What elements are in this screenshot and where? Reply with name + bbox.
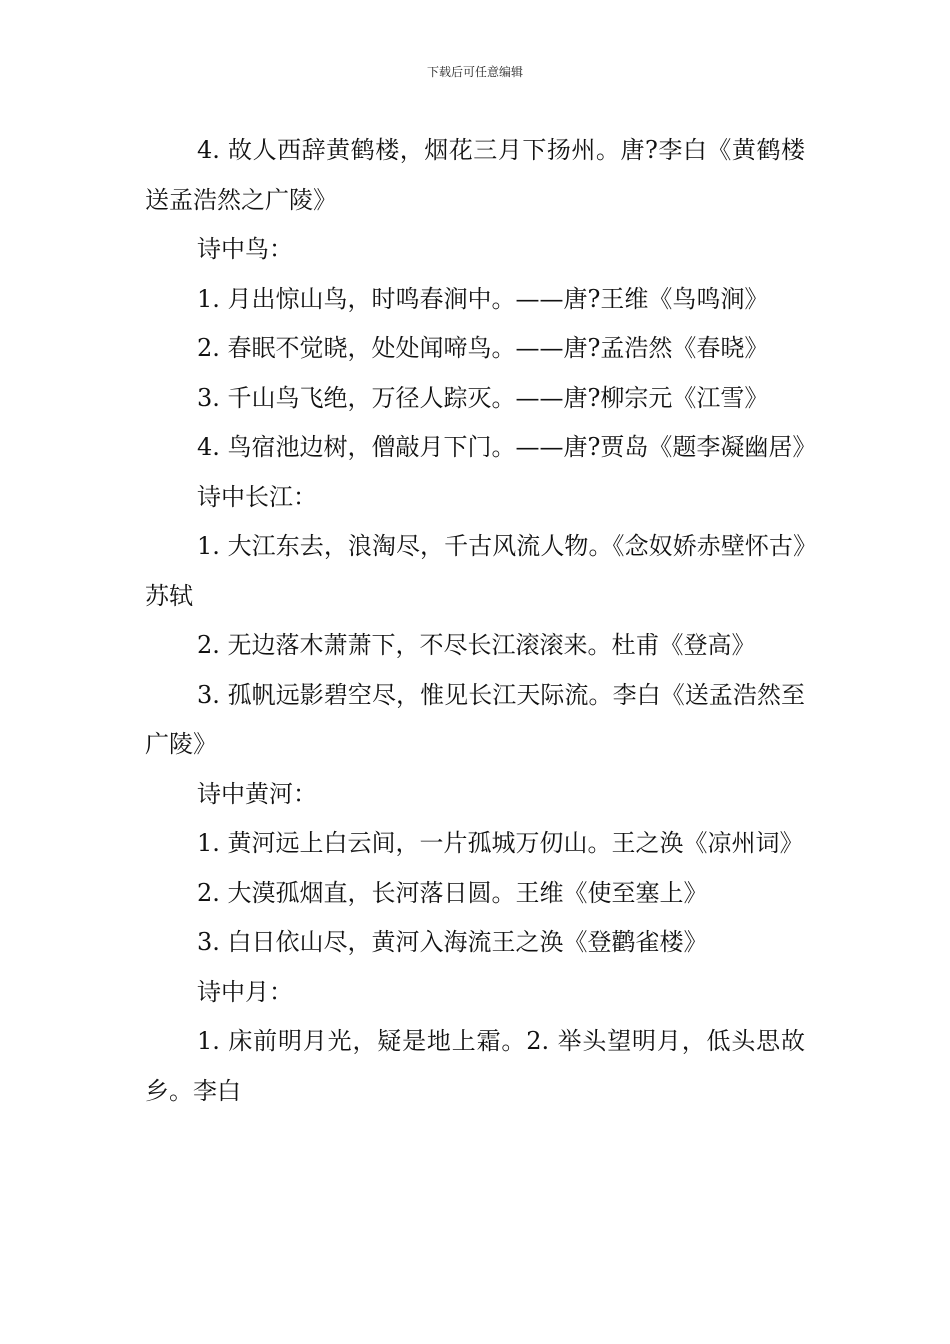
poem-line: 3. 孤帆远影碧空尽，惟见长江天际流。李白《送孟浩然至广陵》 — [145, 680, 805, 758]
section-heading-yangtze: 诗中长江： — [197, 482, 317, 511]
section-heading-birds: 诗中鸟： — [197, 235, 293, 263]
section-heading-moon: 诗中月： — [197, 977, 293, 1006]
document-body — [145, 126, 817, 1116]
poem-line: 1. 大江东去，浪淘尽，千古风流人物。《念奴娇赤壁怀古》苏轼 — [145, 532, 805, 610]
poem-line: 4. 鸟宿池边树，僧敲月下门。——唐?贾岛《题李凝幽居》 — [197, 433, 817, 461]
section-heading-yellow-river: 诗中黄河： — [197, 779, 317, 808]
poem-line: 4. 故人西辞黄鹤楼，烟花三月下扬州。唐?李白《黄鹤楼送孟浩然之广陵》 — [145, 136, 805, 214]
poem-line: 3. 千山鸟飞绝，万径人踪灭。——唐?柳宗元《江雪》 — [197, 383, 769, 412]
poem-line: 2. 无边落木萧萧下，不尽长江滚滚来。杜甫《登高》 — [197, 631, 756, 659]
poem-line: 1. 床前明月光，疑是地上霜。2. 举头望明月，低头思故乡。李白 — [145, 1027, 805, 1105]
poem-line: 1. 月出惊山鸟，时鸣春涧中。——唐?王维《鸟鸣涧》 — [197, 284, 769, 313]
poem-line: 2. 春眠不觉晓，处处闻啼鸟。——唐?孟浩然《春晓》 — [197, 334, 769, 362]
poem-line: 3. 白日依山尽，黄河入海流王之涣《登鹳雀楼》 — [197, 928, 708, 956]
poem-line: 1. 黄河远上白云间，一片孤城万仞山。王之涣《凉州词》 — [197, 829, 804, 857]
page-header: 下载后可任意编辑 — [426, 65, 523, 79]
poem-line: 2. 大漠孤烟直，长河落日圆。王维《使至塞上》 — [197, 878, 708, 907]
